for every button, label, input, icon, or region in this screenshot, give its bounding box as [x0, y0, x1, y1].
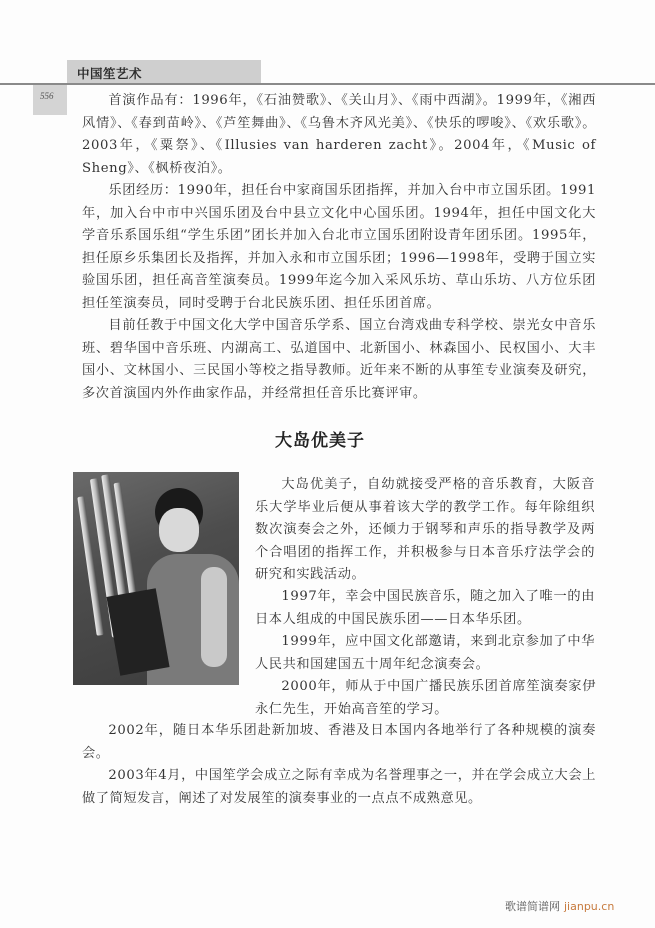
bio-paragraph-4: 2000年，师从于中国广播民族乐团首席笙演奏家伊永仁先生，开始高音笙的学习。 — [255, 679, 596, 717]
bio-paragraph-6: 2003年4月，中国笙学会成立之际有幸成为名誉理事之一，并在学会成立大会上做了简短发言，阐述了对发展笙的演奏事业的一点点不成熟意见。 — [82, 768, 596, 806]
photo-face — [159, 508, 199, 552]
book-title: 中国笙艺术 — [77, 66, 143, 81]
page-number-box — [33, 85, 67, 115]
header-rule — [0, 83, 655, 85]
bio-paragraph-1: 大岛优美子，自幼就接受严格的音乐教育，大阪音乐大学毕业后便从事着该大学的教学工作。每年除组织数次演奏会之外，还倾力于钢琴和声乐的指导教学及两个合唱团的指挥工作，并积极参与日本音乐疗法学会的研究和实践活动。 — [255, 477, 595, 582]
photo-arm — [201, 567, 227, 667]
page-number: 556 — [40, 91, 54, 101]
bio-paragraph-3: 1999年，应中国文化部邀请，来到北京参加了中华人民共和国建国五十周年纪念演奏会。 — [255, 634, 595, 672]
bio-paragraph-2: 1997年，幸会中国民族音乐，随之加入了唯一的由日本人组成的中国民族乐团——日本华乐团。 — [255, 589, 595, 627]
portrait-photo — [73, 472, 239, 685]
section-title: 大岛优美子 — [275, 431, 365, 451]
teaching-paragraph: 目前任教于中国文化大学中国音乐学系、国立台湾戏曲专科学校、崇光女中音乐班、碧华国中音乐班、内湖高工、弘道国中、北新国小、林森国小、民权国小、大丰国小、文林国小、三民国小等校之指导教师。近年来不断的从事笙专业演奏及研究，多次首演国内外作曲家作品，并经常担任音乐比赛评审。 — [82, 318, 596, 401]
bio-paragraph-5: 2002年，随日本华乐团赴新加坡、香港及日本国内各地举行了各种规模的演奏会。 — [82, 723, 596, 761]
orchestra-experience-paragraph: 乐团经历：1990年，担任台中家商国乐团指挥，并加入台中市立国乐团。1991年，加入台中市中兴国乐团及台中县立文化中心国乐团。1994年，担任中国文化大学音乐系国乐组“学生乐团”团长并加入台北市立国乐团附设青年团乐团。1995年，担任原乡乐集团长及指挥，并加入永和市立国乐团；1996—1998年，受聘于国立实验国乐团，担任高音笙演奏员。1999年迄今加入采风乐坊、草山乐坊、八方位乐团担任笙演奏员，同时受聘于台北民族乐团、担任乐团首席。 — [82, 183, 596, 311]
running-header — [67, 60, 261, 83]
premiere-works-paragraph: 首演作品有：1996年，《石油赞歌》、《关山月》、《雨中西湖》。1999年，《湘西风情》、《春到苗岭》、《芦笙舞曲》、《乌鲁木齐风光美》、《快乐的啰唆》、《欢乐歌》。2003年，《粟祭》、《Illusies van harderen zacht》。2004年，《Music of Sheng》、《枫桥夜泊》。 — [82, 93, 596, 176]
watermark-site-name: 歌谱简谱网 — [505, 900, 560, 913]
watermark — [505, 898, 614, 914]
watermark-url: jianpu.cn — [564, 900, 615, 913]
